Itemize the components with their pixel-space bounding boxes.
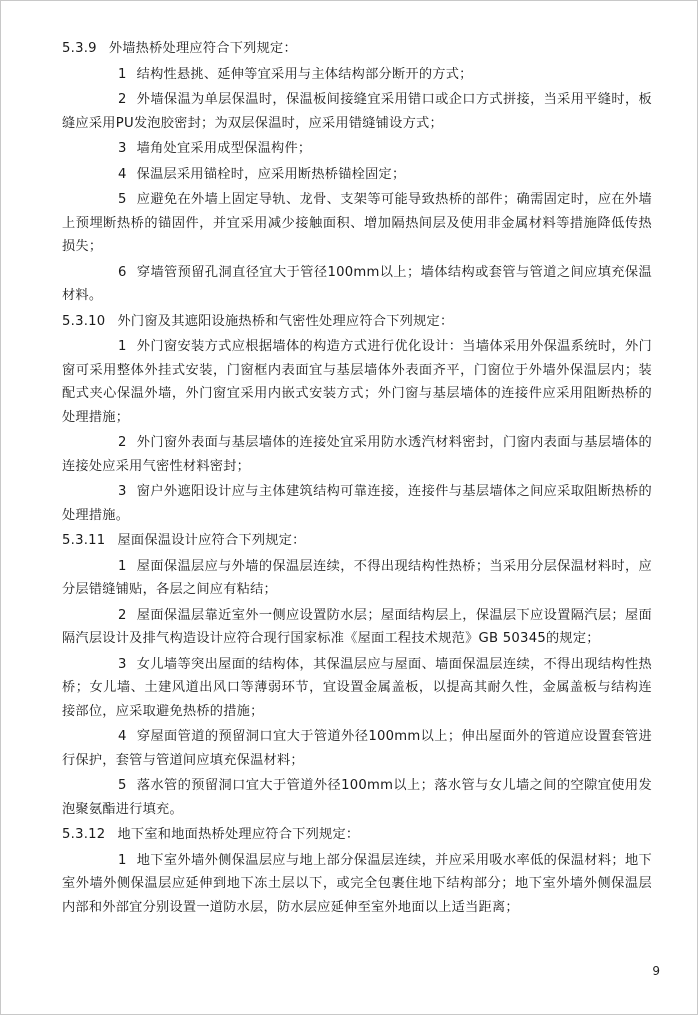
item-number: 2 (118, 92, 127, 107)
item-number: 5 (118, 192, 127, 207)
item-text: 应避免在外墙上固定导轨、龙骨、支架等可能导致热桥的部件；确需固定时，应在外墙上预埋断热桥的锚固件，并宜采用减少接触面积、增加隔热间层及使用非金属材料等措施降低传热损失； (62, 192, 652, 254)
document-body (62, 37, 652, 921)
item-number: 1 (118, 339, 127, 354)
item-text: 落水管的预留洞口宜大于管道外径100mm以上；落水管与女儿墙之间的空隙宜使用发泡聚氨酯进行填充。 (62, 778, 652, 817)
clause-item (62, 261, 652, 308)
clause-title: 外门窗及其遮阳设施热桥和气密性处理应符合下列规定： (117, 313, 454, 329)
item-number: 1 (118, 66, 127, 82)
clause-item (62, 88, 652, 135)
item-number: 4 (118, 729, 127, 744)
clause-heading-5-3-12 (62, 823, 652, 847)
item-text: 穿墙管预留孔洞直径宜大于管径100mm以上；墙体结构或套管与管道之间应填充保温材料。 (62, 264, 652, 303)
item-text: 外墙保温为单层保温时，保温板间接缝宜采用错口或企口方式拼接，当采用平缝时，板缝应采用PU发泡胶密封；为双层保温时，应采用错缝铺设方式； (62, 92, 652, 131)
item-text: 女儿墙等突出屋面的结构体，其保温层应与屋面、墙面保温层连续，不得出现结构性热桥；女儿墙、土建风道出风口等薄弱环节，宜设置金属盖板，以提高其耐久性，金属盖板与结构连接部位，应采取避免热桥的措施； (62, 656, 652, 719)
clause-number: 5.3.12 (62, 827, 106, 842)
item-text: 屋面保温层应与外墙的保温层连续，不得出现结构性热桥；当采用分层保温材料时，应分层错缝铺贴，各层之间应有粘结； (62, 558, 652, 597)
clause-item (62, 335, 652, 429)
clause-item (62, 431, 652, 478)
item-number: 1 (118, 558, 127, 574)
item-text: 屋面保温层靠近室外一侧应设置防水层；屋面结构层上，保温层下应设置隔汽层；屋面隔汽层设计及排气构造设计应符合现行国家标准《屋面工程技术规范》GB 50345的规定； (62, 607, 652, 646)
clause-item (62, 604, 652, 651)
clause-item (62, 188, 652, 259)
clause-heading-5-3-10 (62, 310, 652, 334)
item-number: 3 (118, 141, 127, 156)
clause-heading-5-3-11 (62, 529, 652, 553)
item-text: 结构性悬挑、延伸等宜采用与主体结构部分断开的方式； (136, 66, 473, 82)
item-number: 4 (118, 166, 127, 182)
item-text: 穿屋面管道的预留洞口宜大于管道外径100mm以上；伸出屋面外的管道应设置套管进行保护，套管与管道间应填充保温材料； (62, 729, 652, 768)
item-number: 3 (118, 656, 127, 672)
item-number: 3 (118, 484, 127, 499)
clause-item (62, 480, 652, 527)
item-number: 2 (118, 435, 127, 450)
clause-item (62, 725, 652, 772)
clause-title: 地下室和地面热桥处理应符合下列规定： (117, 827, 360, 842)
clause-item (62, 774, 652, 821)
clause-item (62, 849, 652, 920)
clause-item (62, 63, 652, 87)
item-text: 外门窗安装方式应根据墙体的构造方式进行优化设计：当墙体采用外保温系统时，外门窗可采用整体外挂式安装，门窗框内表面宜与基层墙体外表面齐平，门窗位于外墙外保温层内；装配式夹心保温外墙，外门窗宜采用内嵌式安装方式；外门窗与基层墙体的连接件应采用阻断热桥的处理措施； (62, 339, 652, 425)
item-number: 2 (118, 607, 127, 623)
item-text: 窗户外遮阳设计应与主体建筑结构可靠连接，连接件与基层墙体之间应采取阻断热桥的处理措施。 (62, 484, 652, 523)
clause-item (62, 137, 652, 161)
item-number: 1 (118, 852, 127, 868)
item-number: 6 (118, 264, 127, 280)
item-text: 墙角处宜采用成型保温构件； (136, 141, 312, 156)
item-text: 外门窗外表面与基层墙体的连接处宜采用防水透汽材料密封，门窗内表面与基层墙体的连接处应采用气密性材料密封； (62, 435, 652, 474)
clause-item (62, 163, 652, 187)
clause-heading-5-3-9 (62, 37, 652, 61)
clause-title: 外墙热桥处理应符合下列规定： (108, 41, 297, 56)
clause-item (62, 653, 652, 724)
item-text: 保温层采用锚栓时，应采用断热桥锚栓固定； (136, 166, 406, 182)
clause-number: 5.3.9 (62, 41, 97, 56)
item-text: 地下室外墙外侧保温层应与地上部分保温层连续，并应采用吸水率低的保温材料；地下室外墙外侧保温层应延伸到地下冻土层以下，或完全包裹住地下结构部分；地下室外墙外侧保温层内部和外部宜分别设置一道防水层，防水层应延伸至室外地面以上适当距离； (62, 852, 652, 915)
item-number: 5 (118, 778, 127, 793)
clause-number: 5.3.11 (62, 533, 106, 548)
clause-item (62, 555, 652, 602)
page-number: 9 (652, 964, 660, 978)
clause-number: 5.3.10 (62, 313, 106, 329)
clause-title: 屋面保温设计应符合下列规定： (117, 533, 306, 548)
